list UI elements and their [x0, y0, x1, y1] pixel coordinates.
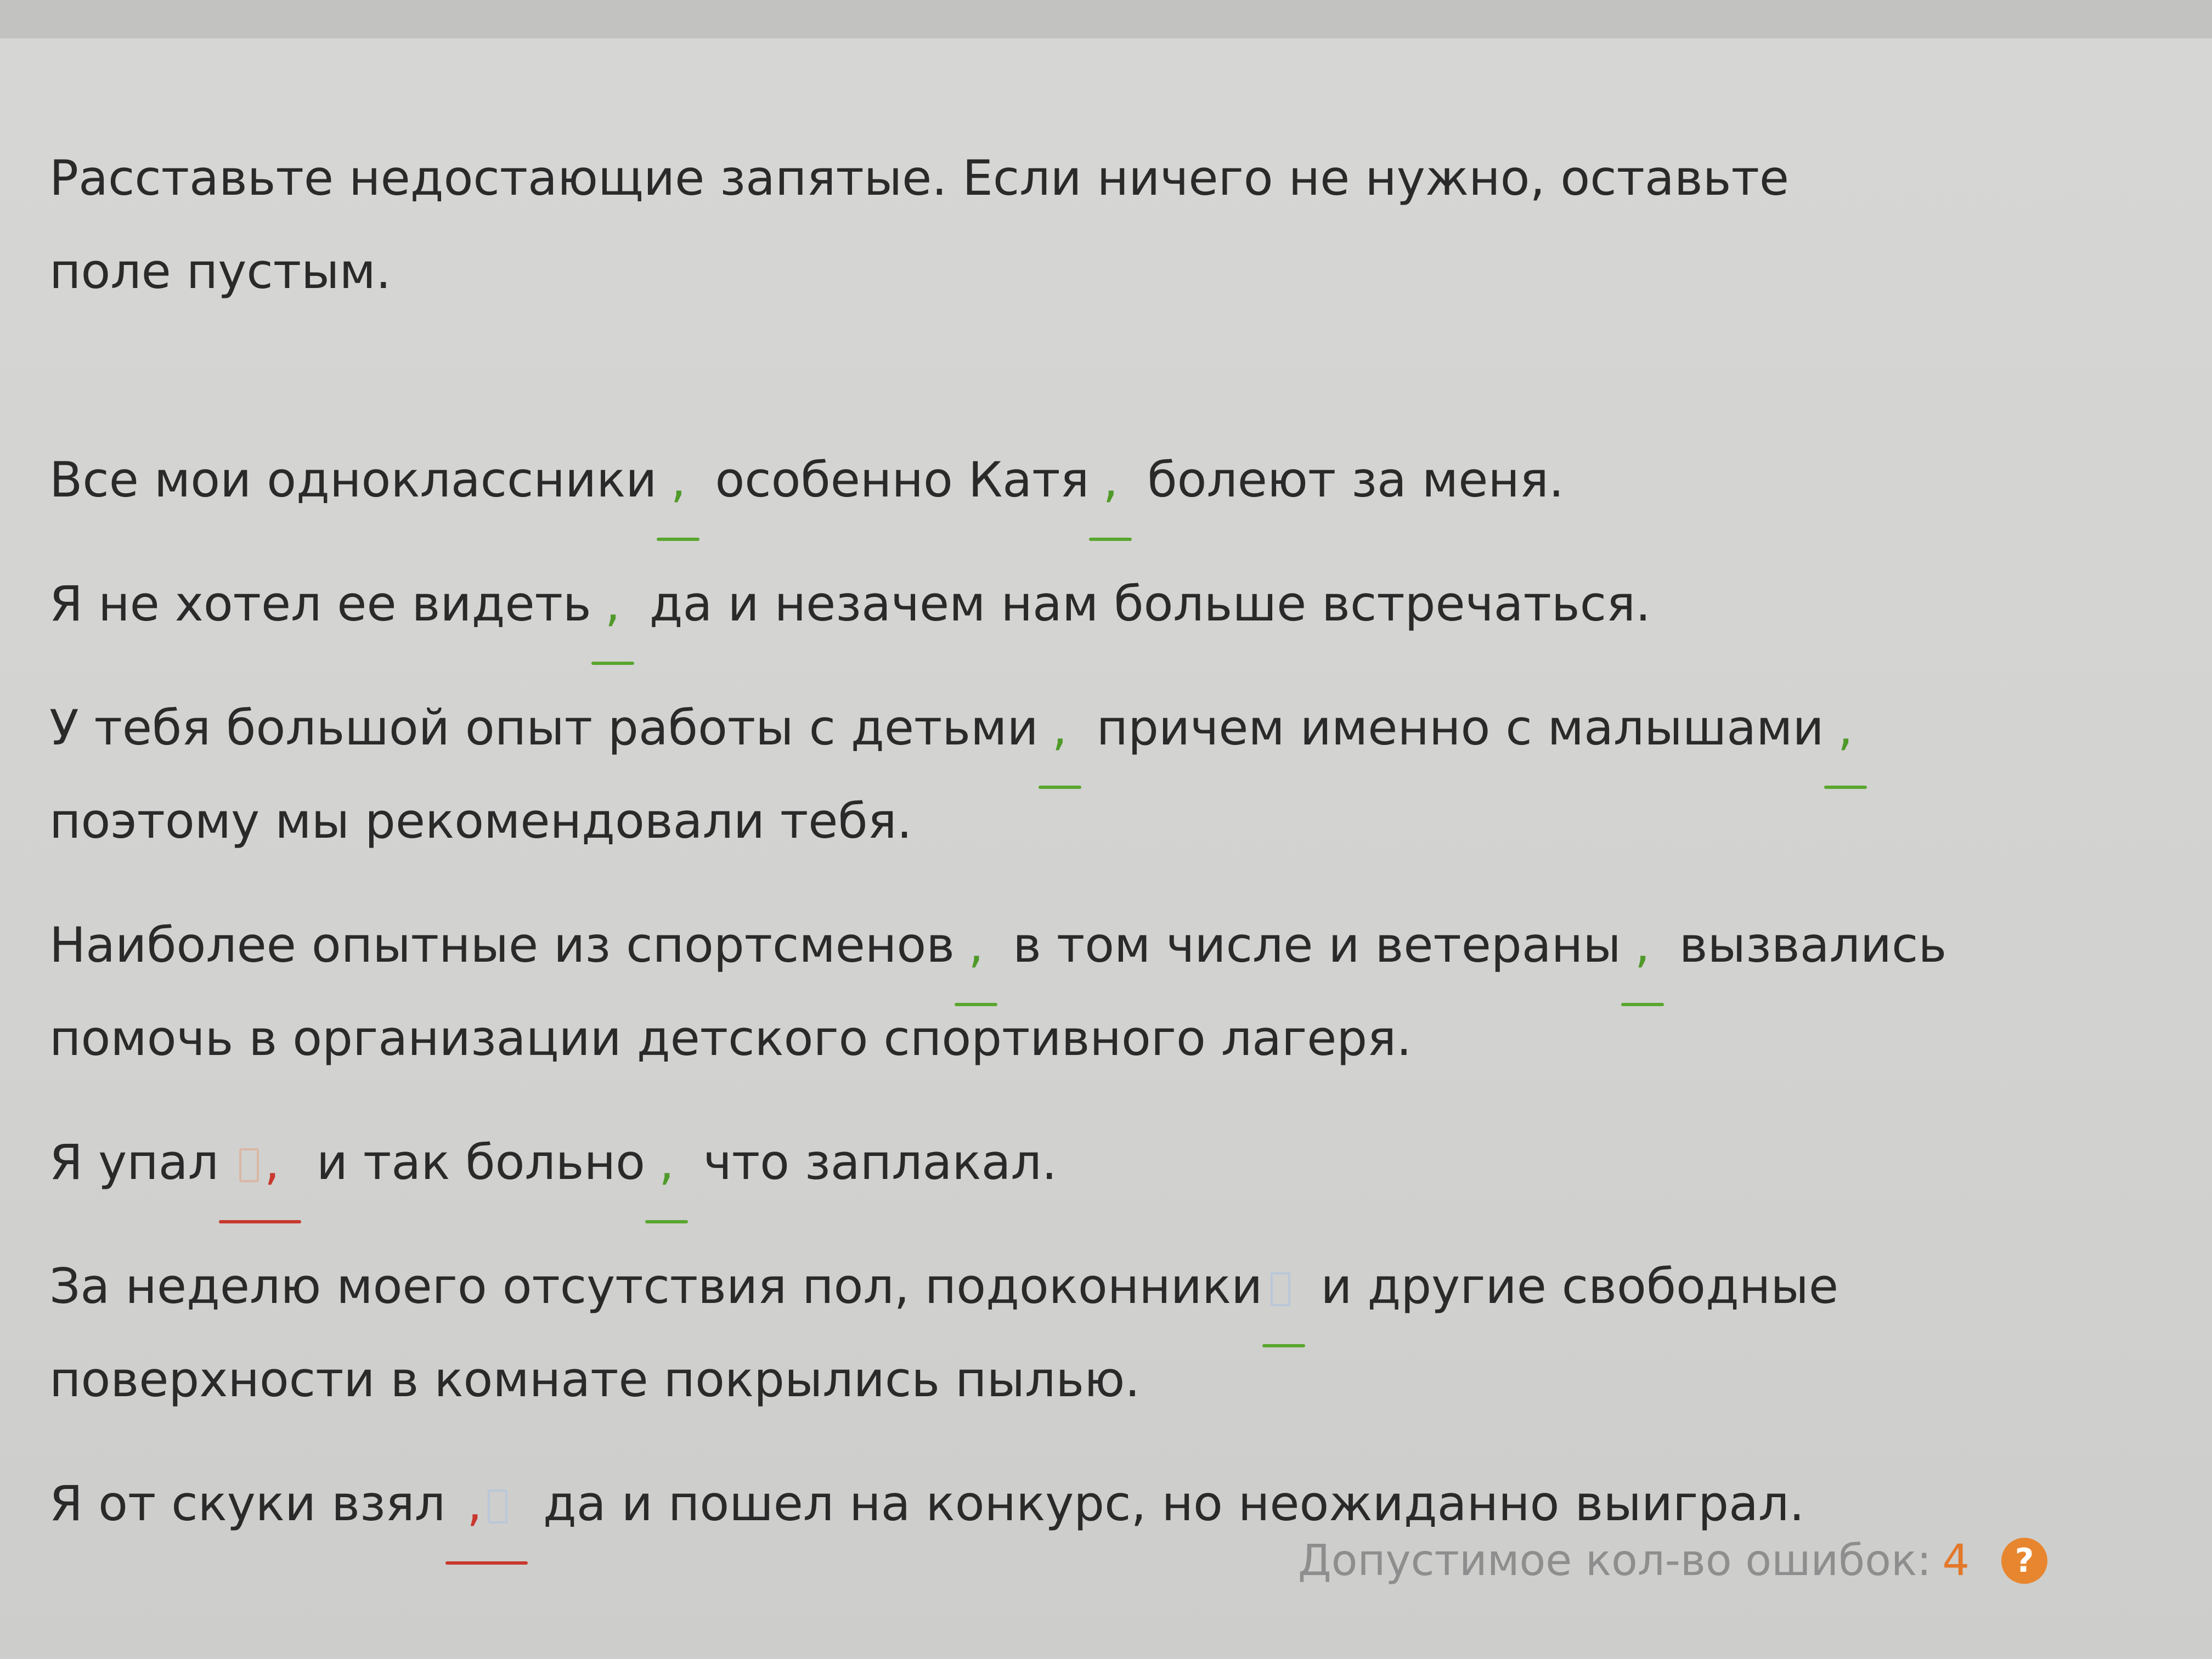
sentence-text: Наиболее опытные из спортсменов [49, 917, 955, 973]
error-limit [1298, 1536, 2047, 1585]
error-limit-count: 4 [1942, 1536, 1970, 1585]
comma-input[interactable]: , [657, 433, 699, 527]
error-limit-label: Допустимое кол-во ошибок: [1297, 1536, 1932, 1585]
sentence-text: и так больно [301, 1134, 645, 1190]
sentence-text: болеют за меня. [1132, 452, 1564, 508]
sentence-text: причем именно с малышами [1081, 699, 1824, 756]
cursor-marker [1271, 1272, 1290, 1306]
comma-input[interactable]: , [1039, 681, 1081, 775]
sentence-5 [49, 1116, 2079, 1209]
sentence-text: Я от скуки взял [49, 1475, 445, 1532]
comma-input[interactable]: , [1089, 433, 1132, 527]
sentence-2 [49, 557, 2079, 651]
comma-input[interactable] [1262, 1240, 1305, 1333]
sentence-4 [49, 899, 2079, 1085]
sentence-text: За неделю моего отсутствия пол, подоконники [49, 1258, 1263, 1314]
instruction-text: Расставьте недостающие запятые. Если ничего не нужно, оставьте поле пустым. [49, 150, 1789, 300]
comma-input[interactable]: , [445, 1457, 528, 1550]
sentence-text: Я не хотел ее видеть [49, 575, 591, 632]
comma-input[interactable]: , [591, 557, 634, 651]
comma-input[interactable]: , [1824, 681, 1867, 775]
sentence-text: в том числе и ветераны [997, 917, 1621, 973]
sentence-text: что заплакал. [687, 1134, 1057, 1190]
cursor-marker [488, 1489, 507, 1523]
help-icon[interactable]: ? [2001, 1538, 2047, 1584]
sentence-text: У тебя большой опыт работы с детьми [49, 699, 1039, 756]
sentence-6 [49, 1240, 2079, 1426]
sentence-text: Я упал [49, 1134, 219, 1190]
comma-input[interactable]: , [645, 1116, 688, 1209]
sentence-1 [49, 433, 2079, 527]
comma-input[interactable]: , [955, 899, 997, 992]
exercise-content [49, 132, 2134, 1581]
comma-input[interactable]: , [219, 1116, 301, 1209]
sentence-text: особенно Катя [699, 452, 1090, 508]
cursor-marker [239, 1148, 259, 1182]
comma-input[interactable]: , [1621, 899, 1664, 992]
sentence-text: Все мои одноклассники [49, 452, 657, 508]
top-band [0, 0, 2212, 38]
sentence-text: вызвались помочь в организации детского спортивного лагеря. [49, 917, 1947, 1066]
sentence-text: и другие свободные поверхности в комнате покрылись пылью. [49, 1258, 1838, 1408]
sentence-text: да и пошел на конкурс, но неожиданно выиграл. [527, 1475, 1805, 1532]
sentence-3 [49, 681, 2079, 868]
sentence-text: поэтому мы рекомендовали тебя. [49, 793, 912, 849]
sentence-text: да и незачем нам больше встречаться. [634, 575, 1651, 632]
